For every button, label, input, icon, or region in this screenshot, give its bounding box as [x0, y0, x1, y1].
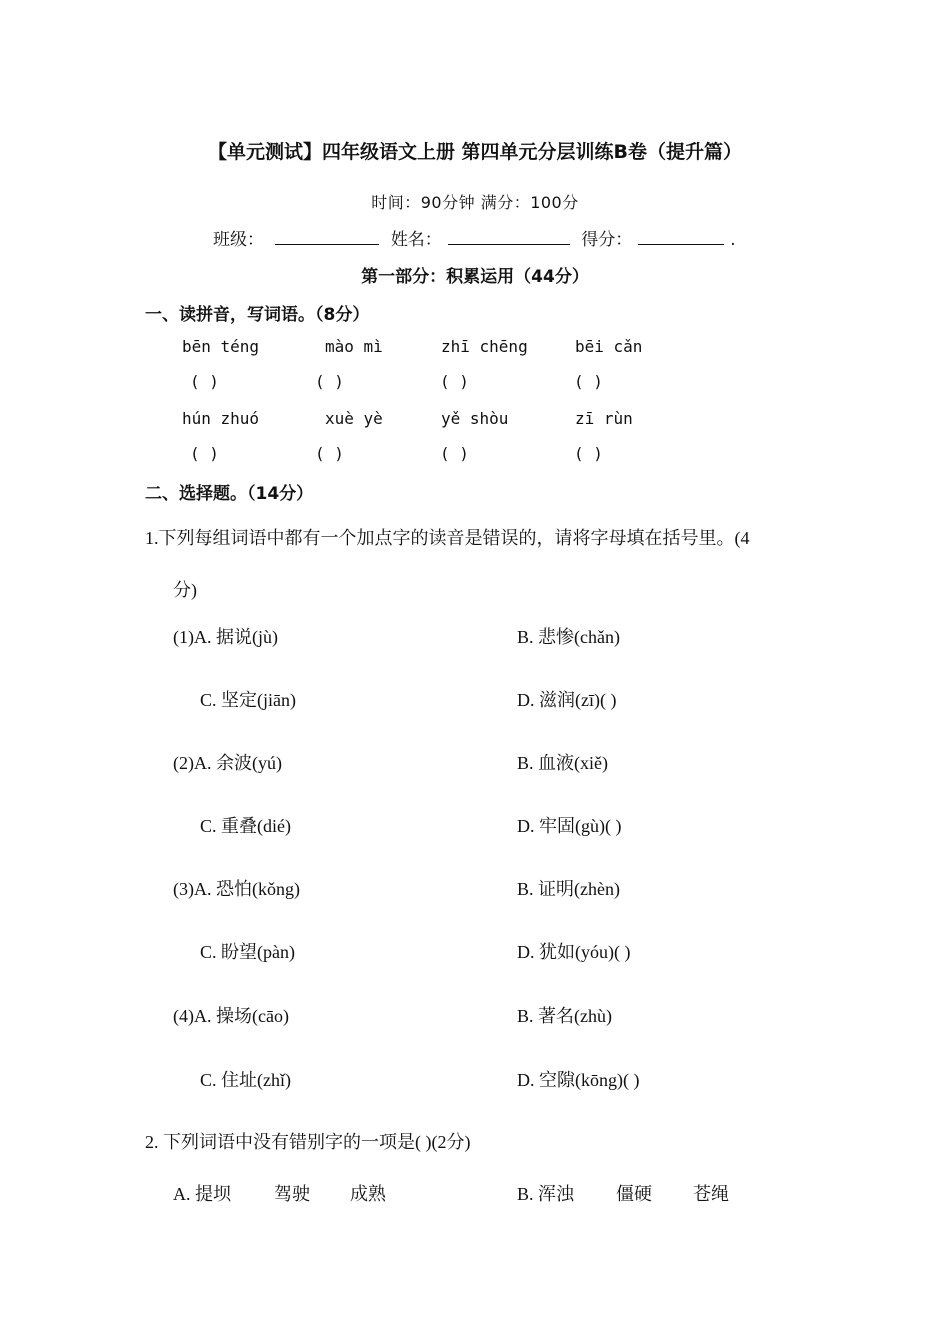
info-end: . [730, 230, 736, 250]
q2-option-a-word1: A. 提坝 [173, 1184, 231, 1204]
q1-group4-option-b: B. 著名(zhù) [517, 1006, 612, 1026]
answer-blank-2[interactable]: ( ) [315, 372, 344, 391]
name-label: 姓名： [390, 230, 442, 250]
score-label: 得分： [581, 230, 633, 250]
score-blank[interactable] [638, 228, 724, 245]
q1-group1-option-b: B. 悲惨(chǎn) [517, 627, 620, 647]
class-blank[interactable] [275, 228, 379, 245]
q2-option-b-word3: 苍绳 [693, 1184, 729, 1204]
q2-option-a-word2: 驾驶 [274, 1184, 310, 1204]
q2-option-b-word1: B. 浑浊 [517, 1184, 575, 1204]
class-label: 班级： [213, 230, 264, 250]
pinyin-1: bēn téng [182, 337, 260, 356]
q1-group1-option-c: C. 坚定(jiān) [200, 690, 296, 710]
pinyin-8: zī rùn [575, 409, 633, 428]
exam-meta: 时间：90分钟 满分：100分 [371, 193, 579, 212]
answer-blank-4[interactable]: ( ) [574, 372, 603, 391]
q1-group1-option-a: (1)A. 据说(jù) [173, 627, 278, 647]
q1-group1-option-d[interactable]: D. 滋润(zī)( ) [517, 690, 617, 710]
q1-group3-option-a: (3)A. 恐怕(kǒng) [173, 879, 300, 899]
q2-option-a-word3: 成熟 [350, 1184, 386, 1204]
q1-group3-option-b: B. 证明(zhèn) [517, 879, 620, 899]
pinyin-4: bēi cǎn [575, 337, 643, 356]
q1-group4-option-d[interactable]: D. 空隙(kōng)( ) [517, 1070, 640, 1090]
q1-group3-option-d[interactable]: D. 犹如(yóu)( ) [517, 942, 631, 962]
answer-blank-5[interactable]: ( ) [190, 444, 219, 463]
q1-stem-line1: 1.下列每组词语中都有一个加点字的读音是错误的，请将字母填在括号里。(4 [145, 528, 750, 548]
q2-stem[interactable]: 2. 下列词语中没有错别字的一项是( )(2分) [145, 1132, 471, 1152]
q1-group2-option-b: B. 血液(xiě) [517, 753, 608, 773]
page-title: 【单元测试】四年级语文上册 第四单元分层训练B卷（提升篇） [207, 141, 743, 163]
pinyin-5: hún zhuó [182, 409, 260, 428]
q1-group2-option-c: C. 重叠(dié) [200, 816, 291, 836]
section1-heading: 一、读拼音，写词语。（8分） [145, 305, 370, 325]
answer-blank-3[interactable]: ( ) [440, 372, 469, 391]
q1-group4-option-a: (4)A. 操场(cāo) [173, 1006, 289, 1026]
pinyin-3: zhī chēng [441, 337, 528, 356]
q1-group3-option-c: C. 盼望(pàn) [200, 942, 295, 962]
q1-group2-option-d[interactable]: D. 牢固(gù)( ) [517, 816, 622, 836]
answer-blank-1[interactable]: ( ) [190, 372, 219, 391]
part-heading: 第一部分：积累运用（44分） [361, 267, 589, 287]
pinyin-7: yě shòu [441, 409, 509, 428]
student-info-line [213, 225, 736, 250]
q1-group2-option-a: (2)A. 余波(yú) [173, 753, 282, 773]
section2-heading: 二、选择题。（14分） [145, 484, 314, 504]
q1-stem-line2: 分) [173, 580, 197, 600]
pinyin-6: xuè yè [325, 409, 383, 428]
pinyin-2: mào mì [325, 337, 383, 356]
q1-group4-option-c: C. 住址(zhǐ) [200, 1070, 291, 1090]
answer-blank-6[interactable]: ( ) [315, 444, 344, 463]
answer-blank-8[interactable]: ( ) [574, 444, 603, 463]
q2-option-b-word2: 僵硬 [616, 1184, 652, 1204]
name-blank[interactable] [448, 228, 570, 245]
answer-blank-7[interactable]: ( ) [440, 444, 469, 463]
